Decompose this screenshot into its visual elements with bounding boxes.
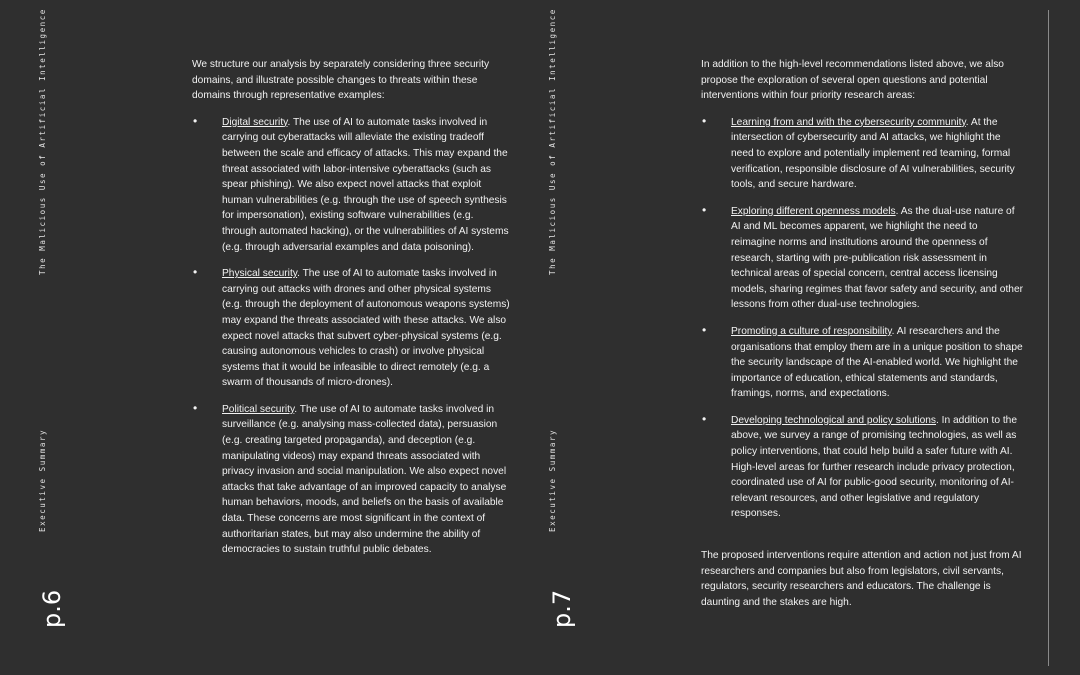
bullet-icon: • — [702, 411, 707, 426]
bullet-text: . As the dual-use nature of AI and ML becomes apparent, we highlight the need to reimagine norms and institutions around the openness of research, starting with pre-publication risk assessment in technical areas of special concern, central access licensing models, sharing regimes that favor safety and security, and other lessons from other dual-use technologies. — [731, 205, 1023, 311]
bullet-heading: Exploring different openness models — [731, 205, 896, 217]
right-intro: In addition to the high-level recommendations listed above, we also propose the exploration of several open questions and potential interventions within four priority research areas: — [701, 59, 1004, 102]
right-page-number: p.7 — [548, 589, 576, 628]
bullet-icon: • — [702, 113, 707, 128]
left-column — [192, 57, 510, 558]
bullet-heading: Digital security — [222, 116, 288, 128]
list-item — [192, 402, 510, 558]
left-page-number: p.6 — [38, 589, 66, 628]
list-item — [701, 115, 1025, 193]
bullet-text: . At the intersection of cybersecurity and AI attacks, we highlight the need to explore and potentially implement red teaming, formal verification, responsible disclosure of AI vulnerabilities, security tools, and secure hardware. — [731, 116, 1015, 191]
bullet-heading: Learning from and with the cybersecurity community — [731, 116, 966, 128]
page-edge-divider — [1048, 10, 1049, 666]
left-side-section: Executive Summary — [38, 428, 47, 532]
bullet-text: . In addition to the above, we survey a range of promising technologies, as well as policy interventions, that could help build a safer future with AI. High-level areas for further research include privacy protection, coordinated use of AI for public-good security, monitoring of AI-relevant resources, and other legislative and regulatory responses. — [731, 414, 1018, 520]
bullet-text: . The use of AI to automate tasks involved in carrying out cyberattacks will alleviate the existing tradeoff between the scale and efficacy of attacks. This may expand the threat associated with labor-intensive cyberattacks (such as spear phishing). We also expect novel attacks that exploit human vulnerabilities (e.g. through the use of speech synthesis for impersonation), existing software vulnerabilities (e.g. through automated hacking), or the vulnerabilities of AI systems (e.g. through adversarial examples and data poisoning). — [222, 116, 509, 253]
bullet-icon: • — [702, 202, 707, 217]
bullet-heading: Physical security — [222, 268, 298, 280]
bullet-heading: Political security — [222, 403, 295, 415]
list-item — [701, 204, 1025, 313]
right-closing: The proposed interventions require attention and action not just from AI researchers and companies but also from legislators, civil servants, regulators, security researchers and educators. The challenge is daunting and the stakes are high. — [701, 550, 1022, 608]
right-side-title: The Malicious Use of Artificial Intelligence — [548, 8, 557, 275]
list-item — [701, 324, 1025, 402]
bullet-text: . The use of AI to automate tasks involved in surveillance (e.g. analysing mass-collected data), persuasion (e.g. creating targeted propaganda), and deception (e.g. manipulating videos) may expand threats associated with privacy invasion and social manipulation. We also expect novel attacks that take advantage of an improved capacity to analyse human behaviors, moods, and beliefs on the basis of available data. These concerns are most significant in the context of authoritarian states, but may also undermine the ability of democracies to sustain truthful public debates. — [222, 403, 507, 556]
list-item — [192, 266, 510, 391]
right-bullet-list — [701, 115, 1025, 522]
bullet-icon: • — [193, 265, 198, 280]
bullet-icon: • — [193, 400, 198, 415]
left-intro: We structure our analysis by separately considering three security domains, and illustrate possible changes to threats within these domains through representative examples: — [192, 59, 490, 102]
bullet-icon: • — [702, 322, 707, 337]
list-item — [192, 115, 510, 255]
left-side-title: The Malicious Use of Artificial Intelligence — [38, 8, 47, 275]
bullet-text: . The use of AI to automate tasks involved in carrying out attacks with drones and other physical systems (e.g. through the deployment of autonomous weapons systems) may expand the threats associated with these attacks. We also expect novel attacks that subvert cyber-physical systems (e.g. causing autonomous vehicles to crash) or involve physical systems that it would be infeasible to direct remotely (e.g. a swarm of thousands of micro-drones). — [222, 268, 510, 389]
bullet-text: . AI researchers and the organisations that employ them are in a unique position to shape the security landscape of the AI-enabled world. We highlight the importance of education, ethical statements and standards, framings, norms, and expectations. — [731, 325, 1023, 400]
left-bullet-list — [192, 115, 510, 558]
bullet-heading: Developing technological and policy solutions — [731, 414, 937, 426]
list-item — [701, 413, 1025, 522]
bullet-heading: Promoting a culture of responsibility — [731, 325, 892, 337]
right-column — [701, 57, 1025, 610]
bullet-icon: • — [193, 113, 198, 128]
right-side-section: Executive Summary — [548, 428, 557, 532]
